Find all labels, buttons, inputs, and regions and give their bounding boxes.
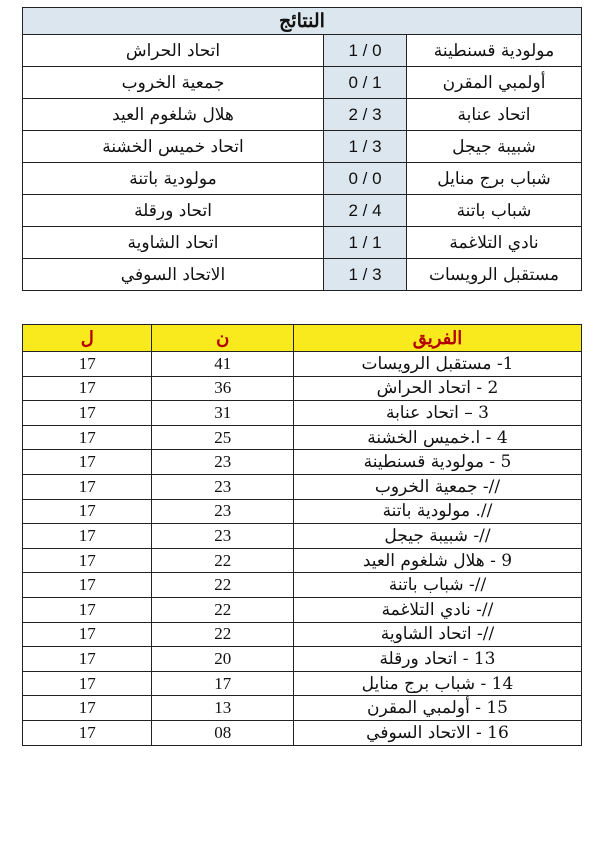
points-cell: 22 (152, 597, 294, 622)
standings-header-row (23, 325, 582, 352)
away-team: اتحاد الشاوية (23, 227, 324, 259)
points-cell: 23 (152, 499, 294, 524)
away-team: اتحاد خميس الخشنة (23, 131, 324, 163)
played-cell: 17 (23, 376, 152, 401)
match-row (23, 35, 582, 67)
away-team: جمعية الخروب (23, 67, 324, 99)
points-cell: 08 (152, 720, 294, 745)
played-cell: 17 (23, 450, 152, 475)
standings-row (23, 696, 582, 721)
standings-row (23, 425, 582, 450)
points-cell: 36 (152, 376, 294, 401)
played-cell: 17 (23, 597, 152, 622)
played-cell: 17 (23, 474, 152, 499)
match-row (23, 99, 582, 131)
match-score: 0 / 1 (324, 67, 407, 99)
home-team: مولودية قسنطينة (407, 35, 582, 67)
played-cell: 17 (23, 524, 152, 549)
away-team: الاتحاد السوفي (23, 259, 324, 291)
match-score: 2 / 3 (324, 99, 407, 131)
match-row (23, 259, 582, 291)
standings-row (23, 622, 582, 647)
team-cell: 4 - ا.خميس الخشنة (293, 425, 581, 450)
points-cell: 23 (152, 450, 294, 475)
standings-row (23, 548, 582, 573)
points-cell: 20 (152, 647, 294, 672)
team-cell: 14 - شباب برج منايل (293, 671, 581, 696)
played-cell: 17 (23, 696, 152, 721)
standings-row (23, 352, 582, 377)
team-cell: //- شباب باتنة (293, 573, 581, 598)
home-team: مستقبل الرويسات (407, 259, 582, 291)
played-cell: 17 (23, 425, 152, 450)
played-cell: 17 (23, 401, 152, 426)
points-cell: 23 (152, 524, 294, 549)
standings-row (23, 474, 582, 499)
standings-row (23, 647, 582, 672)
team-cell: 13 - اتحاد ورقلة (293, 647, 581, 672)
standings-row (23, 450, 582, 475)
match-score: 1 / 1 (324, 227, 407, 259)
match-row (23, 163, 582, 195)
results-table (22, 7, 582, 291)
points-header: ن (152, 325, 294, 352)
away-team: هلال شلغوم العيد (23, 99, 324, 131)
team-cell: //- شبيبة جيجل (293, 524, 581, 549)
points-cell: 22 (152, 622, 294, 647)
match-score: 0 / 0 (324, 163, 407, 195)
home-team: اتحاد عنابة (407, 99, 582, 131)
team-cell: 5 - مولودية قسنطينة (293, 450, 581, 475)
standings-row (23, 376, 582, 401)
points-cell: 13 (152, 696, 294, 721)
away-team: مولودية باتنة (23, 163, 324, 195)
standings-table (22, 324, 582, 746)
away-team: اتحاد الحراش (23, 35, 324, 67)
standings-row (23, 524, 582, 549)
played-cell: 17 (23, 499, 152, 524)
standings-row (23, 573, 582, 598)
played-cell: 17 (23, 647, 152, 672)
points-cell: 22 (152, 548, 294, 573)
played-cell: 17 (23, 720, 152, 745)
team-cell: 9 - هلال شلغوم العيد (293, 548, 581, 573)
match-score: 1 / 0 (324, 35, 407, 67)
match-row (23, 131, 582, 163)
home-team: نادي التلاغمة (407, 227, 582, 259)
played-header: ل (23, 325, 152, 352)
team-cell: 16 - الاتحاد السوفي (293, 720, 581, 745)
played-cell: 17 (23, 622, 152, 647)
results-title: النتائج (23, 8, 582, 35)
standings-row (23, 401, 582, 426)
team-cell: 15 - أولمبي المقرن (293, 696, 581, 721)
match-score: 1 / 3 (324, 131, 407, 163)
home-team: أولمبي المقرن (407, 67, 582, 99)
team-cell: //- جمعية الخروب (293, 474, 581, 499)
team-cell: 1- مستقبل الرويسات (293, 352, 581, 377)
played-cell: 17 (23, 352, 152, 377)
points-cell: 25 (152, 425, 294, 450)
points-cell: 23 (152, 474, 294, 499)
home-team: شبيبة جيجل (407, 131, 582, 163)
match-score: 2 / 4 (324, 195, 407, 227)
played-cell: 17 (23, 671, 152, 696)
team-header: الفريق (293, 325, 581, 352)
points-cell: 31 (152, 401, 294, 426)
results-title-row (23, 8, 582, 35)
standings-row (23, 499, 582, 524)
match-row (23, 227, 582, 259)
away-team: اتحاد ورقلة (23, 195, 324, 227)
team-cell: 3 – اتحاد عنابة (293, 401, 581, 426)
home-team: شباب برج منايل (407, 163, 582, 195)
standings-row (23, 720, 582, 745)
team-cell: //- اتحاد الشاوية (293, 622, 581, 647)
team-cell: //- نادي التلاغمة (293, 597, 581, 622)
match-row (23, 195, 582, 227)
match-row (23, 67, 582, 99)
standings-row (23, 671, 582, 696)
match-score: 1 / 3 (324, 259, 407, 291)
team-cell: //. مولودية باتنة (293, 499, 581, 524)
played-cell: 17 (23, 573, 152, 598)
points-cell: 22 (152, 573, 294, 598)
points-cell: 17 (152, 671, 294, 696)
played-cell: 17 (23, 548, 152, 573)
home-team: شباب باتنة (407, 195, 582, 227)
points-cell: 41 (152, 352, 294, 377)
team-cell: 2 - اتحاد الحراش (293, 376, 581, 401)
standings-row (23, 597, 582, 622)
